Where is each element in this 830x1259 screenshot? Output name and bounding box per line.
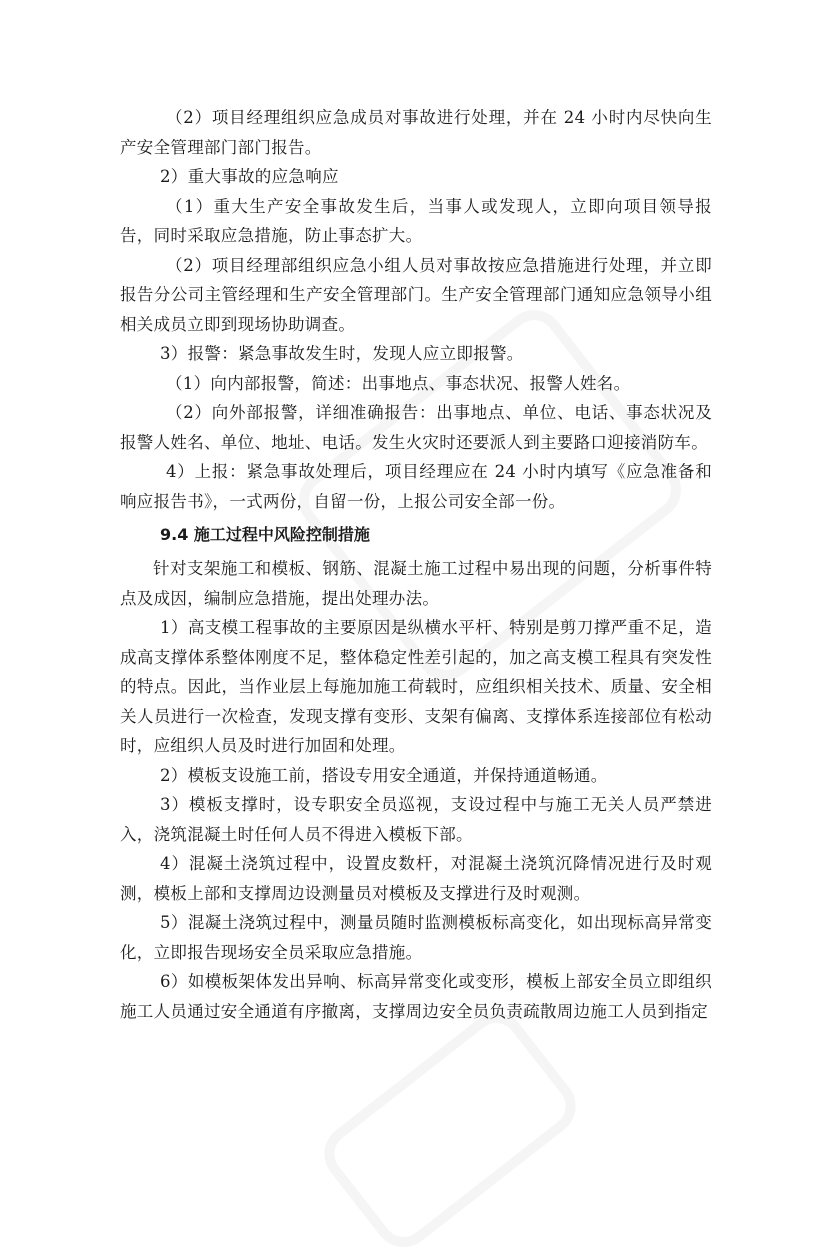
paragraph: 3）模板支撑时，设专职安全员巡视，支设过程中与施工无关人员严禁进入，浇筑混凝土时任何人员不得进入模板下部。 [120, 795, 712, 844]
paragraph: （1）重大生产安全事故发生后，当事人或发现人，立即向项目领导报告，同时采取应急措施，防止事态扩大。 [120, 196, 712, 245]
paragraph: （2）向外部报警，详细准确报告：出事地点、单位、电话、事态状况及报警人姓名、单位、地址、电话。发生火灾时还要派人到主要路口迎接消防车。 [120, 403, 712, 452]
paragraph: 2）模板支设施工前，搭设专用安全通道，并保持通道畅通。 [160, 765, 608, 785]
paragraph: 4）上报：紧急事故处理后，项目经理应在 24 小时内填写《应急准备和响应报告书》，一式两份，自留一份，上报公司安全部一份。 [120, 462, 712, 511]
paragraph: 针对支架施工和模板、钢筋、混凝土施工过程中易出现的问题，分析事件特点及成因，编制应急措施，提出处理办法。 [120, 559, 712, 608]
paragraph: 5）混凝土浇筑过程中，测量员随时监测模板标高变化，如出现标高异常变化，立即报告现场安全员采取应急措施。 [120, 913, 712, 962]
paragraph: 4）混凝土浇筑过程中，设置皮数杆，对混凝土浇筑沉降情况进行及时观测，模板上部和支撑周边设测量员对模板及支撑进行及时观测。 [120, 854, 712, 903]
paragraph: 3）报警：紧急事故发生时，发现人应立即报警。 [160, 344, 524, 363]
paragraph: 1）高支模工程事故的主要原因是纵横水平杆、特别是剪刀撑严重不足，造成高支撑体系整体刚度不足，整体稳定性差引起的，加之高支模工程具有突发性的特点。因此，当作业层上每施加施工荷载时，应组织相关技术、质量、安全相关人员进行一次检查，发现支撑有变形、支架有偏离、支撑体系连接部位有松动时，应组织人员及时进行加固和处理。 [120, 618, 712, 755]
paragraph: （2）项目经理组织应急成员对事故进行处理，并在 24 小时内尽快向生产安全管理部门部门报告。 [120, 108, 712, 157]
paragraph: （2）项目经理部组织应急小组人员对事故按应急措施进行处理，并立即报告分公司主管经理和生产安全管理部门。生产安全管理部门通知应急领导小组相关成员立即到现场协助调查。 [120, 255, 712, 334]
paragraph: 6）如模板架体发出异响、标高异常变化或变形，模板上部安全员立即组织施工人员通过安全通道有序撤离，支撑周边安全员负责疏散周边施工人员到指定 [120, 972, 712, 1021]
paragraph: （1）向内部报警，简述：出事地点、事态状况、报警人姓名。 [166, 373, 631, 393]
watermark [312, 1001, 587, 1259]
paragraph: 2）重大事故的应急响应 [160, 167, 339, 186]
document-page [120, 103, 712, 1026]
section-heading: 9.4 施工过程中风险控制措施 [160, 525, 370, 544]
